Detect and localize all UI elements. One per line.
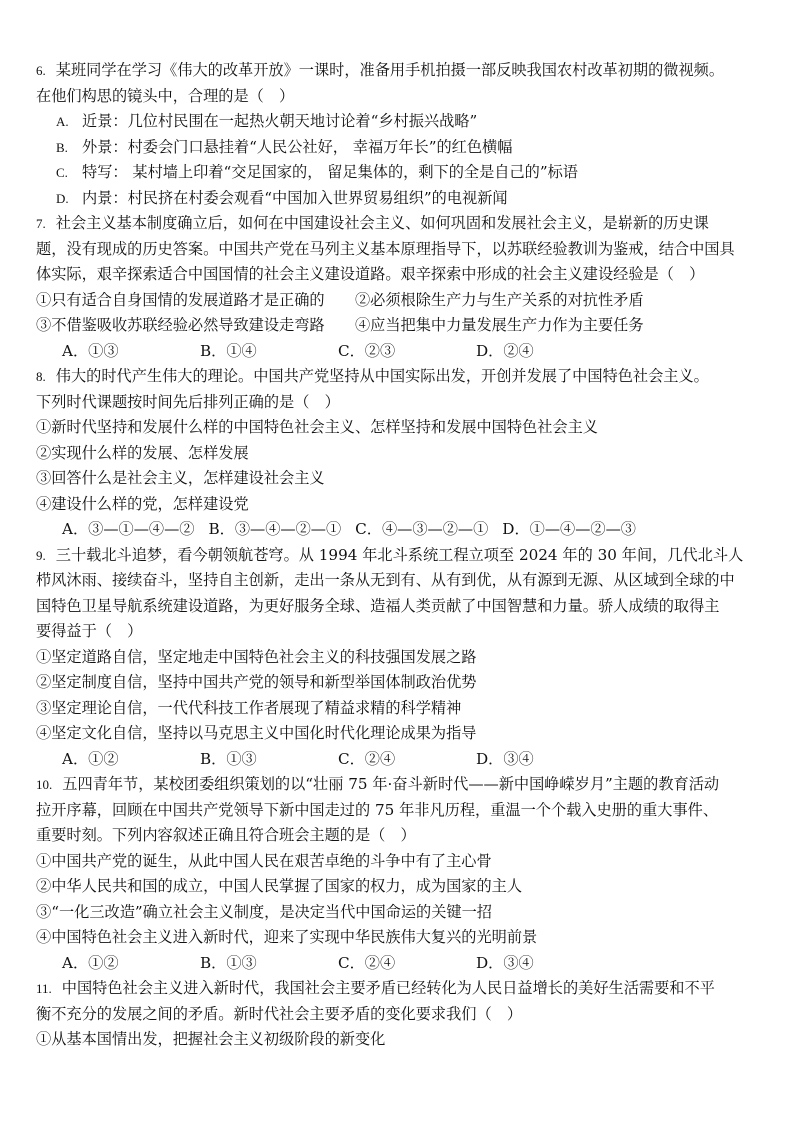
statement-line: ①新时代坚持和发展什么样的中国特色社会主义、怎样坚持和发展中国特色社会主义	[36, 418, 598, 436]
question-stem-line: 8. 伟大的时代产生伟大的理论。中国共产党坚持从中国实际出发，开创并发展了中国特色社会主义。	[36, 367, 709, 385]
statement-line: ②中华人民共和国的成立，中国人民掌握了国家的权力，成为国家的主人	[36, 877, 522, 895]
question-stem-line: 下列时代课题按时间先后排列正确的是（ ）	[36, 392, 340, 411]
statement-line: ③坚定理论自信，一代代科技工作者展现了精益求精的科学精神	[36, 698, 462, 717]
question-7	[36, 211, 758, 364]
question-number: 10.	[36, 777, 53, 792]
statement-line: ①从基本国情出发，把握社会主义初级阶段的新变化	[36, 1030, 386, 1048]
statement-line: ④建设什么样的党，怎样建设党	[36, 494, 249, 513]
choice-b: B．③—④—②—①	[208, 520, 342, 538]
question-stem-line: 11. 中国特色社会主义进入新时代，我国社会主要矛盾已经转化为人民日益增长的美好生活需要和不平	[36, 979, 715, 997]
question-stem-line: 要得益于（ ）	[36, 622, 143, 640]
answer-choices	[36, 747, 758, 773]
question-number: 6.	[36, 63, 46, 78]
option-c: C. 特写： 某村墙上印着“交足国家的， 留足集体的，剩下的全是自己的”标语	[56, 163, 578, 181]
statement-line: ②实现什么样的发展、怎样发展	[36, 443, 249, 462]
answer-choices	[36, 517, 758, 543]
question-number: 11.	[36, 981, 52, 996]
statement-line: ③“一化三改造”确立社会主义制度，是决定当代中国命运的关键一招	[36, 902, 492, 921]
question-number: 7.	[36, 216, 46, 231]
option-b: B. 外景：村委会门口悬挂着“人民公社好， 幸福万年长”的红色横幅	[56, 137, 513, 156]
question-10	[36, 772, 758, 976]
choice-a: A．①②	[62, 953, 119, 972]
option-d: D. 内景：村民挤在村委会观看“中国加入世界贸易组织”的电视新闻	[56, 188, 508, 207]
choice-c: C．②④	[338, 749, 396, 768]
question-stem-line: 10. 五四青年节，某校团委组织策划的以“壮丽 75 年·奋斗新时代——新中国峥嵘岁月”主题的教育活动	[36, 775, 720, 793]
question-stem-line: 拉开序幕，回顾在中国共产党领导下新中国走过的 75 年非凡历程，重温一个个载入史册的重大事件、	[36, 800, 719, 819]
choice-c: C．④—③—②—①	[355, 520, 489, 538]
statement-line: ①中国共产党的诞生，从此中国人民在艰苦卓绝的斗争中有了主心骨	[36, 851, 492, 870]
question-stem-line: 在他们构思的镜头中，合理的是（ ）	[36, 86, 295, 105]
statement-line: ③不借鉴吸收苏联经验必然导致建设走弯路 ④应当把集中力量发展生产力作为主要任务	[36, 316, 644, 334]
statement-line: ②坚定制度自信，坚持中国共产党的领导和新型举国体制政治优势	[36, 673, 477, 691]
choice-b: B．①④	[200, 341, 257, 360]
exam-page	[36, 58, 758, 1053]
question-stem-line: 9. 三十载北斗追梦，看今朝领航苍穹。从 1994 年北斗系统工程立项至 2024 年的 30 年间，几代北斗人	[36, 545, 744, 564]
choice-d: D．③④	[476, 953, 534, 972]
choice-c: C．②④	[338, 953, 396, 972]
question-number: 9.	[36, 547, 46, 563]
question-6	[36, 58, 758, 211]
question-stem-line: 重要时刻。下列内容叙述正确且符合班会主题的是（ ）	[36, 826, 416, 844]
option-a: A. 近景：几位村民围在一起热火朝天地讨论着“乡村振兴战略”	[56, 112, 478, 130]
question-stem-line: 体实际，艰辛探索适合中国国情的社会主义建设道路。艰辛探索中形成的社会主义建设经验是（ ）	[36, 265, 705, 283]
choice-a: A．①②	[62, 749, 119, 768]
question-11	[36, 976, 758, 1053]
question-number: 8.	[36, 369, 46, 384]
question-stem-line: 国特色卫星导航系统建设道路，为更好服务全球、造福人类贡献了中国智慧和力量。骄人成绩的取得主	[36, 596, 720, 615]
question-stem-line: 衡不充分的发展之间的矛盾。新时代社会主要矛盾的变化要求我们（ ）	[36, 1004, 522, 1023]
question-stem-line: 6. 某班同学在学习《伟大的改革开放》一课时，准备用手机拍摄一部反映我国农村改革初期的微视频。	[36, 61, 724, 79]
choice-a: A．①③	[62, 341, 119, 360]
answer-choices	[36, 339, 758, 365]
statement-line: ③回答什么是社会主义，怎样建设社会主义	[36, 469, 325, 487]
question-stem-line: 题，没有现成的历史答案。中国共产党在马列主义基本原理指导下，以苏联经验教训为鉴戒，结合中国具	[36, 239, 735, 258]
choice-c: C．②③	[338, 341, 396, 360]
choice-d: D．②④	[476, 341, 534, 360]
question-8	[36, 364, 758, 543]
statement-line: ④坚定文化自信，坚持以马克思主义中国化时代化理论成果为指导	[36, 724, 477, 742]
question-9	[36, 543, 758, 773]
choice-d: D．①—④—②—③	[502, 520, 636, 538]
choice-d: D．③④	[476, 749, 534, 768]
choice-b: B．①③	[200, 953, 257, 972]
statement-line: ①坚定道路自信，坚定地走中国特色社会主义的科技强国发展之路	[36, 647, 477, 666]
choice-b: B．①③	[200, 749, 257, 768]
choice-a: A．③—①—④—②	[62, 520, 195, 538]
question-stem-line: 7. 社会主义基本制度确立后，如何在中国建设社会主义、如何巩固和发展社会主义，是崭新的历史课	[36, 214, 709, 232]
statement-line: ①只有适合自身国情的发展道路才是正确的 ②必须根除生产力与生产关系的对抗性矛盾	[36, 290, 644, 309]
question-stem-line: 栉风沐雨、接续奋斗，坚持自主创新，走出一条从无到有、从有到优，从有源到无源、从区域到全球的中	[36, 571, 735, 589]
statement-line: ④中国特色社会主义进入新时代，迎来了实现中华民族伟大复兴的光明前景	[36, 928, 538, 946]
answer-choices	[36, 951, 758, 977]
